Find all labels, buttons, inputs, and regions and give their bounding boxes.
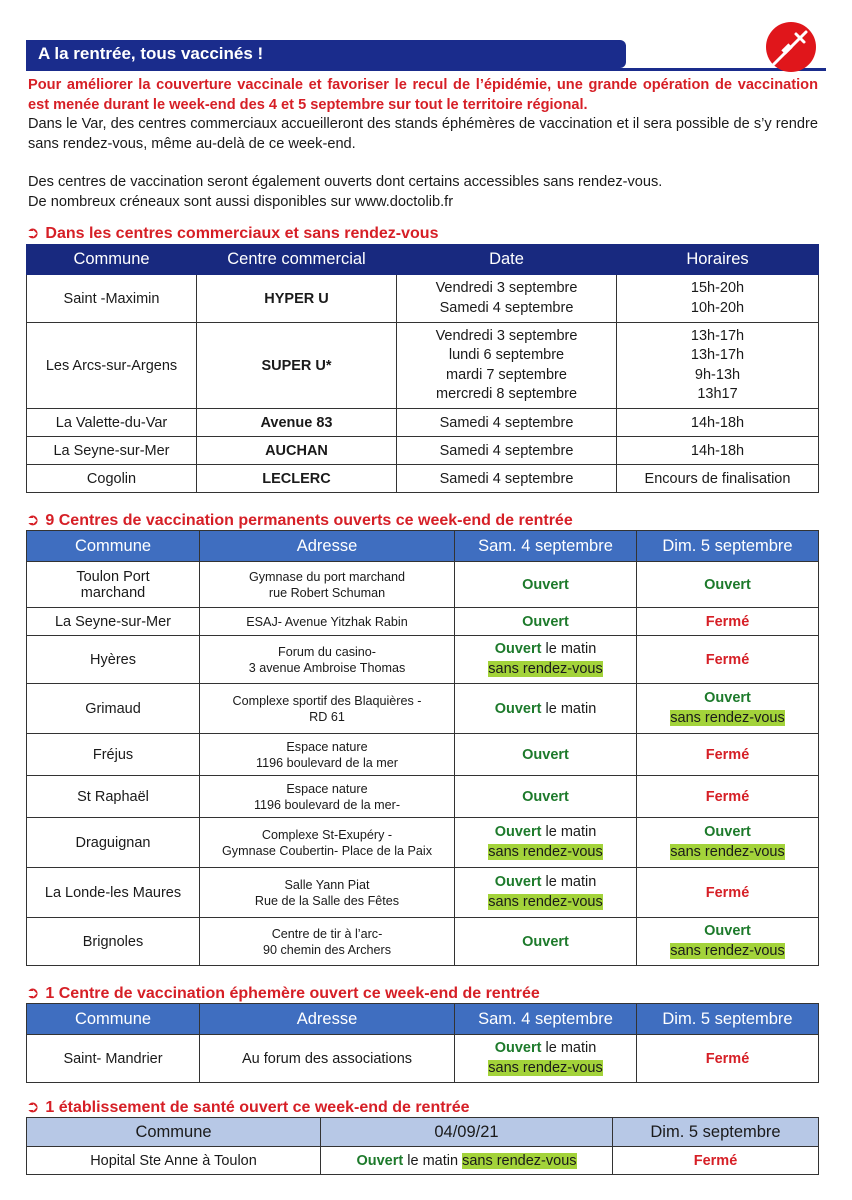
header-saturday: Sam. 4 septembre (455, 1004, 637, 1035)
section-title-commercial: ➲ Dans les centres commerciaux et sans rendez-vous (26, 225, 439, 242)
date-cell: Samedi 4 septembre (397, 437, 617, 465)
commune-cell: Toulon Port marchand (27, 562, 200, 608)
commune-cell: Fréjus (27, 734, 200, 776)
hours-cell: 14h-18h (617, 437, 819, 465)
sunday-status: Ouvert sans rendez-vous (637, 918, 819, 966)
address-cell: Complexe St-Exupéry - Gymnase Coubertin- Place de la Paix (200, 818, 455, 868)
address-cell: Espace nature 1196 boulevard de la mer (200, 734, 455, 776)
saturday-status: Ouvert (455, 776, 637, 818)
saturday-status: Ouvert le matin sans rendez-vous (321, 1147, 613, 1175)
commune-cell: Draguignan (27, 818, 200, 868)
header-commune: Commune (27, 1004, 200, 1035)
table-row (27, 818, 819, 868)
centre-cell: HYPER U (197, 275, 397, 323)
commune-cell: La Valette-du-Var (27, 409, 197, 437)
sunday-status: Ouvert (637, 562, 819, 608)
sunday-status: Ouvert sans rendez-vous (637, 818, 819, 868)
health-establishment-table (26, 1117, 819, 1175)
date-cell: Vendredi 3 septembre Samedi 4 septembre (397, 275, 617, 323)
sunday-status: Fermé (637, 734, 819, 776)
header-sunday: Dim. 5 septembre (613, 1118, 819, 1147)
header-sunday: Dim. 5 septembre (637, 1004, 819, 1035)
header-commune: Commune (27, 531, 200, 562)
commune-cell: Cogolin (27, 465, 197, 493)
date-cell: Samedi 4 septembre (397, 409, 617, 437)
saturday-status: Ouvert le matin (455, 684, 637, 734)
address-cell: Gymnase du port marchand rue Robert Schuman (200, 562, 455, 608)
table-row (27, 918, 819, 966)
table-row (27, 562, 819, 608)
centre-cell: LECLERC (197, 465, 397, 493)
intro-paragraph-3: Des centres de vaccination seront également ouverts dont certains accessibles sans rendez-vous. (28, 174, 663, 190)
commune-cell: La Seyne-sur-Mer (27, 608, 200, 636)
table-header-row (27, 531, 819, 562)
sunday-status: Fermé (613, 1147, 819, 1175)
hours-cell: 13h-17h 13h-17h 9h-13h 13h17 (617, 323, 819, 409)
intro-text (28, 76, 818, 212)
commercial-centers-table (26, 244, 819, 493)
arrow-right-icon: ➲ (26, 512, 40, 529)
table-row (27, 608, 819, 636)
intro-lead: Pour améliorer la couverture vaccinale et favoriser le recul de l’épidémie, une grande opération de vaccination est menée durant le week-end des 4 et 5 septembre sur tout le territoire régional. (28, 77, 818, 113)
arrow-right-icon: ➲ (26, 225, 40, 242)
table-row (27, 1147, 819, 1175)
saturday-status: Ouvert le matin sans rendez-vous (455, 636, 637, 684)
saturday-status: Ouvert le matin sans rendez-vous (455, 868, 637, 918)
hours-cell: 14h-18h (617, 409, 819, 437)
commune-cell: Les Arcs-sur-Argens (27, 323, 197, 409)
permanent-centers-table (26, 530, 819, 966)
commune-cell: La Seyne-sur-Mer (27, 437, 197, 465)
commune-cell: Hyères (27, 636, 200, 684)
arrow-right-icon: ➲ (26, 1099, 40, 1116)
centre-cell: SUPER U* (197, 323, 397, 409)
arrow-right-icon: ➲ (26, 985, 40, 1002)
table-row (27, 465, 819, 493)
address-cell: Espace nature 1196 boulevard de la mer- (200, 776, 455, 818)
syringe-icon (766, 22, 816, 72)
hours-cell: 15h-20h 10h-20h (617, 275, 819, 323)
ephemeral-center-table (26, 1003, 819, 1083)
saturday-status: Ouvert (455, 562, 637, 608)
centre-cell: Avenue 83 (197, 409, 397, 437)
header-saturday: Sam. 4 septembre (455, 531, 637, 562)
date-cell: Samedi 4 septembre (397, 465, 617, 493)
sunday-status: Fermé (637, 1035, 819, 1083)
address-cell: Centre de tir à l’arc- 90 chemin des Archers (200, 918, 455, 966)
sunday-status: Ouvert sans rendez-vous (637, 684, 819, 734)
address-cell: ESAJ- Avenue Yitzhak Rabin (200, 608, 455, 636)
commune-cell: Brignoles (27, 918, 200, 966)
table-row (27, 275, 819, 323)
commune-cell: St Raphaël (27, 776, 200, 818)
saturday-status: Ouvert (455, 918, 637, 966)
saturday-status: Ouvert (455, 734, 637, 776)
saturday-status: Ouvert le matin sans rendez-vous (455, 818, 637, 868)
section-title-ephemeral: ➲ 1 Centre de vaccination éphemère ouvert ce week-end de rentrée (26, 985, 540, 1002)
table-header-row (27, 1004, 819, 1035)
address-cell: Salle Yann Piat Rue de la Salle des Fêtes (200, 868, 455, 918)
intro-paragraph-2: Dans le Var, des centres commerciaux accueilleront des stands éphémères de vaccination et il sera possible de s’y rendre sans rendez-vous, même au-delà de ce week-end. (28, 116, 818, 152)
sunday-status: Fermé (637, 868, 819, 918)
intro-paragraph-4: De nombreux créneaux sont aussi disponibles sur www.doctolib.fr (28, 193, 454, 210)
header-adresse: Adresse (200, 1004, 455, 1035)
address-cell: Au forum des associations (200, 1035, 455, 1083)
hours-cell: Encours de finalisation (617, 465, 819, 493)
commune-cell: La Londe-les Maures (27, 868, 200, 918)
section-title-permanent: ➲ 9 Centres de vaccination permanents ouverts ce week-end de rentrée (26, 512, 573, 529)
table-row (27, 437, 819, 465)
banner-underline (26, 68, 826, 71)
commune-cell: Saint- Mandrier (27, 1035, 200, 1083)
header-sunday: Dim. 5 septembre (637, 531, 819, 562)
saturday-status: Ouvert (455, 608, 637, 636)
table-row (27, 409, 819, 437)
address-cell: Forum du casino- 3 avenue Ambroise Thomas (200, 636, 455, 684)
saturday-status: Ouvert le matin sans rendez-vous (455, 1035, 637, 1083)
banner-title: A la rentrée, tous vaccinés ! (26, 40, 626, 68)
table-row (27, 1035, 819, 1083)
sunday-status: Fermé (637, 636, 819, 684)
commune-cell: Saint -Maximin (27, 275, 197, 323)
table-header-row (27, 245, 819, 275)
table-header-row (27, 1118, 819, 1147)
table-row (27, 323, 819, 409)
vaccine-logo (766, 22, 816, 72)
table-row (27, 868, 819, 918)
centre-cell: AUCHAN (197, 437, 397, 465)
commune-cell: Hopital Ste Anne à Toulon (27, 1147, 321, 1175)
table-row (27, 636, 819, 684)
commune-cell: Grimaud (27, 684, 200, 734)
header-adresse: Adresse (200, 531, 455, 562)
header-date: Date (397, 245, 617, 275)
header-date: 04/09/21 (321, 1118, 613, 1147)
header-centre: Centre commercial (197, 245, 397, 275)
address-cell: Complexe sportif des Blaquières - RD 61 (200, 684, 455, 734)
header-commune: Commune (27, 1118, 321, 1147)
header-horaires: Horaires (617, 245, 819, 275)
table-row (27, 684, 819, 734)
table-row (27, 776, 819, 818)
section-title-health: ➲ 1 établissement de santé ouvert ce week-end de rentrée (26, 1099, 470, 1116)
header-commune: Commune (27, 245, 197, 275)
date-cell: Vendredi 3 septembre lundi 6 septembre mardi 7 septembre mercredi 8 septembre (397, 323, 617, 409)
sunday-status: Fermé (637, 608, 819, 636)
sunday-status: Fermé (637, 776, 819, 818)
table-row (27, 734, 819, 776)
